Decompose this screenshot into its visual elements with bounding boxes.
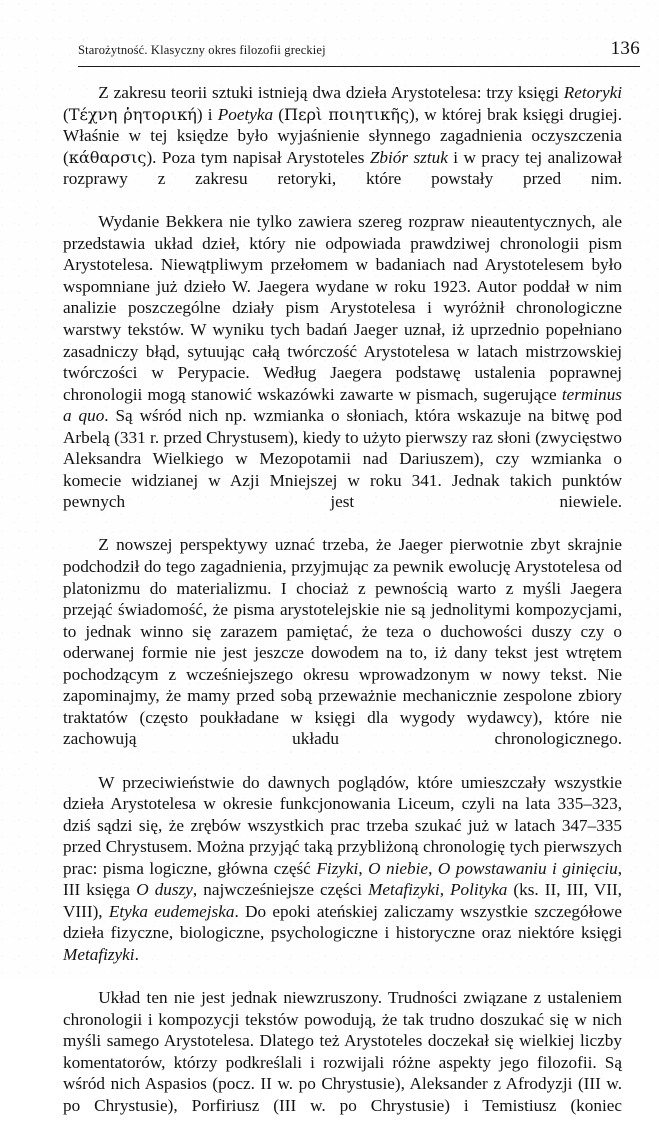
- text-run: ,: [358, 858, 369, 878]
- italic-title: Polityka: [450, 880, 508, 900]
- text-run: ), w której brak księgi drugiej. Właśnie w tej księdze było wyjaśnienie słynnego zagadnienia oczyszczenia (: [63, 104, 622, 167]
- text-run: ). Poza tym napisał Arystoteles: [146, 147, 370, 167]
- text-run: . Są wśród nich np. wzmianka o słoniach, która wskazuje na bitwę pod Arbelą (331 r. przed Chrystusem), kiedy to użyto pierwszy raz słoni (zwycięstwo Aleksandra Wielkiego w Mezopotamii nad Dariuszem), czy wzmianka o komecie widzianej w Azji Mniejszej w roku 341. Jednak takich punktów pewnych jest niewiele.: [63, 406, 623, 512]
- italic-title: Metafizyki: [63, 944, 135, 964]
- italic-title: Retoryki: [563, 83, 622, 102]
- text-run: Wydanie Bekkera nie tylko zawiera szereg rozpraw nieautentycznych, ale przedstawia układ dzieł, który nie odpowiada prawdziwej chronologii pism Arystotelesa. Niewątpliwym przełomem w badaniach nad Arystotelesem było wspomniane już dzieło W. Jaegera wydane w roku 1923. Autor poddał w nim analizie poszczególne działy pism Arystotelesa i wyróżnił chronologiczne warstwy tekstów. W wyniku tych badań Jaeger uznał, iż uprzednio popełniano zasadniczy błąd, sytuując całą twórczość Arystotelesa w latach mistrzowskiej twórczości w Perypacie. Według Jaegera podstawę ustalenia poprawnej chronologii mogą stanowić wskazówki zawarte w pismach, sugerujące: [63, 212, 622, 404]
- running-head: [78, 38, 640, 60]
- text-run: . Do epoki ateńskiej zaliczamy wszystkie szczegółowe dzieła fizyczne, biologiczne, psychologiczne i historyczne oraz niektóre księgi: [63, 901, 622, 943]
- paragraph: [63, 987, 622, 1138]
- italic-title: Metafizyki: [368, 880, 440, 900]
- body-text: [63, 82, 622, 1138]
- text-run: , III księga: [63, 858, 622, 900]
- page-number: 136: [610, 38, 640, 59]
- text-run: (: [273, 104, 285, 124]
- header-rule: [78, 66, 640, 67]
- text-run: , najwcześniejsze części: [192, 880, 369, 900]
- italic-title: Fizyki: [316, 858, 359, 878]
- text-run: Układ ten nie jest jednak niewzruszony. Trudności związane z ustaleniem chronologii i kompozycji tekstów powodują, że tak trudno doszukać się w nich myśli samego Arystotelesa. Dlatego też Arystoteles doczekał się wielkiej liczby komentatorów, którzy podkreślali i rozwijali różne aspekty jego filozofii. Są wśród nich Aspasios (pocz. II w. po Chrystusie), Aleksander z Afrodyzji (III w. po Chrystusie), Porfiriusz (III w. po Chrystusie) i Temistiusz (koniec: [63, 987, 622, 1115]
- greek-phrase: Τέχνη ῥητορική: [68, 104, 197, 124]
- italic-title: O niebie: [368, 858, 429, 878]
- italic-title: terminus a quo: [63, 384, 622, 426]
- text-run: (ks. II, III, VII, VIII),: [63, 880, 622, 921]
- text-run: Z zakresu teorii sztuki istnieją dwa dzieła Arystotelesa: trzy księgi: [98, 83, 564, 102]
- paragraph: [63, 772, 622, 987]
- text-run: .: [134, 944, 139, 964]
- text-run: Z nowszej perspektywy uznać trzeba, że Jaeger pierwotnie zbyt skrajnie podchodził do tego zagadnienia, przyjmując za pewnik ewolucję Arystotelesa od platonizmu do materializmu. I chociaż z pewnością warto z myśli Jaegera przejąć świadomość, że pisma arystotelejskie nie są jednolitymi kompozycjami, to jednak winno się zarazem pamiętać, że teza o duchowości duszy czy o oderwanej formie nie jest jeszcze dowodem na to, iż dany tekst jest wtrętem pochodzącym z wcześniejszego okresu wprowadzonym w nowy tekst. Nie zapominajmy, że mamy przed sobą przeważnie mechanicznie zespolone zbiory traktatów (często poukładane w księgi dla wygody wydawcy), które nie zachowują układu chronologicznego.: [63, 535, 622, 749]
- paragraph: [63, 534, 622, 771]
- text-run: (: [63, 104, 69, 124]
- running-head-title: Starożytność. Klasyczny okres filozofii greckiej: [78, 43, 326, 57]
- italic-title: Poetyka: [217, 104, 274, 124]
- greek-phrase: Περὶ ποιητικῆς: [284, 104, 410, 124]
- text-run: i w pracy tej analizował rozprawy z zakresu retoryki, które powstały przed nim.: [63, 147, 623, 189]
- text-run: ) i: [196, 104, 218, 124]
- greek-phrase: κάθαρσις: [68, 147, 147, 167]
- italic-title: Zbiór sztuk: [369, 147, 448, 167]
- text-run: ,: [428, 858, 438, 878]
- italic-title: Etyka eudemejska: [108, 901, 235, 921]
- paragraph: [63, 82, 622, 211]
- italic-title: O powstawaniu i ginięciu: [437, 858, 618, 878]
- text-run: ,: [439, 880, 451, 900]
- italic-title: O duszy: [136, 880, 193, 900]
- paragraph: [63, 211, 622, 534]
- text-run: W przeciwieństwie do dawnych poglądów, które umieszczały wszystkie dzieła Arystotelesa w okresie funkcjonowania Liceum, czyli na lata 335–323, dziś sądzi się, że zrębów wszystkich prac trzeba szukać już w latach 347–335 przed Chrystusem. Można przyjąć taką przybliżoną chronologię tych pierwszych prac: pisma logiczne, główna część: [63, 772, 622, 878]
